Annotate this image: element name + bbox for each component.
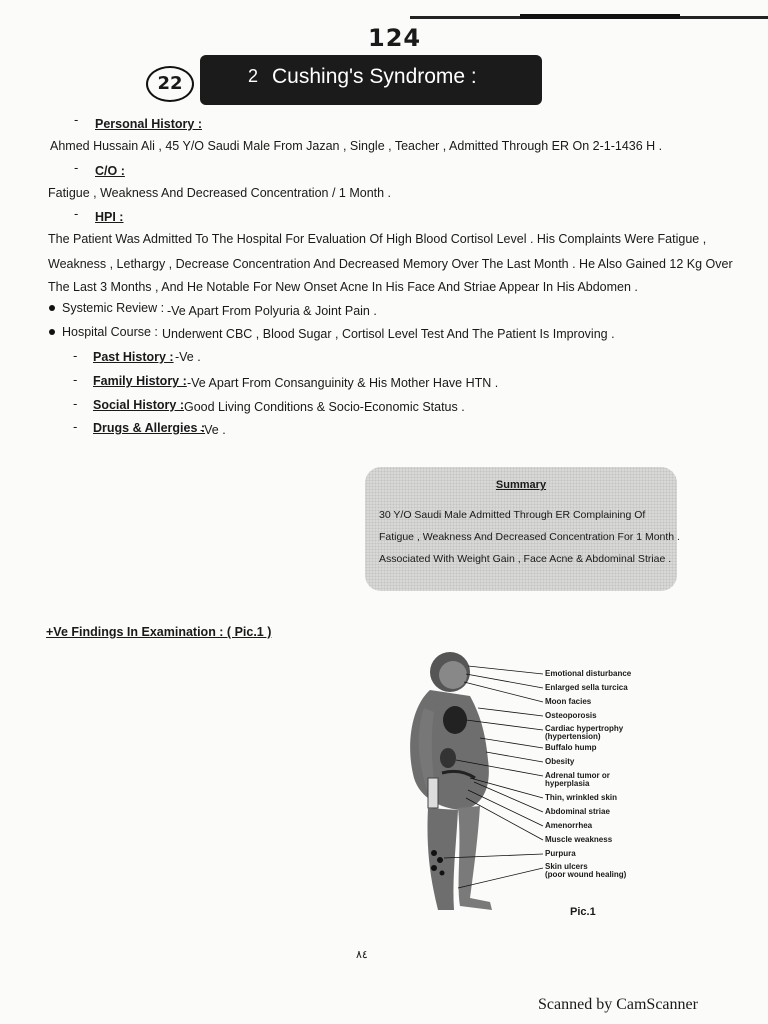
figure-label: Abdominal striae: [545, 807, 610, 816]
hpi-label: HPI :: [95, 210, 124, 224]
dash-marker: -: [73, 372, 78, 387]
figure-caption: Pic.1: [570, 906, 596, 918]
family-history-text: -Ve Apart From Consanguinity & His Mother Have HTN .: [187, 376, 499, 390]
summary-box: [365, 467, 680, 591]
hospital-course-label: Hospital Course :: [62, 325, 158, 339]
complaint-text: Fatigue , Weakness And Decreased Concentration / 1 Month .: [48, 186, 392, 200]
past-history-text: -Ve .: [175, 350, 201, 364]
figure-label: Skin ulcers: [545, 862, 588, 871]
figure-label: Osteoporosis: [545, 711, 597, 720]
figure-label: Purpura: [545, 849, 576, 858]
page-title: Cushing's Syndrome :: [272, 65, 477, 88]
figure-label: Obesity: [545, 757, 575, 766]
adrenal-shape: [440, 748, 456, 768]
scan-top-edge-mark: [520, 14, 680, 19]
family-history-label: Family History :: [93, 374, 187, 388]
systemic-review-label: Systemic Review :: [62, 301, 165, 315]
dash-marker: -: [74, 206, 79, 221]
case-number-badge: 22: [146, 66, 194, 102]
figure-label: Enlarged sella turcica: [545, 683, 628, 692]
summary-line: Associated With Weight Gain , Face Acne & Abdominal Striae .: [379, 553, 672, 565]
hpi-line: The Last 3 Months , And He Notable For New Onset Acne In His Face And Striae Appear In His Abdomen .: [48, 280, 638, 294]
dash-marker: -: [73, 396, 78, 411]
purpura-dot: [431, 850, 437, 856]
page-number: 124: [368, 24, 422, 52]
summary-title: Summary: [495, 479, 547, 491]
footer-page-marker: ٨٤: [356, 949, 368, 961]
complaint-label: C/O :: [95, 164, 125, 178]
scanner-watermark: Scanned by CamScanner: [538, 996, 698, 1013]
drugs-allergies-text: -Ve .: [200, 423, 226, 437]
dash-marker: -: [73, 419, 78, 434]
figure-label: Moon facies: [545, 697, 592, 706]
title-banner: [200, 55, 542, 105]
personal-history-label: Personal History :: [95, 117, 202, 131]
personal-history-text: Ahmed Hussain Ali , 45 Y/O Saudi Male From Jazan , Single , Teacher , Admitted Through ER On 2-1-1436 H .: [50, 139, 663, 153]
dash-marker: -: [74, 112, 79, 127]
bone-shape: [428, 778, 438, 808]
drugs-allergies-label: Drugs & Allergies :: [93, 421, 206, 435]
figure-label: Emotional disturbance: [545, 669, 632, 678]
purpura-dot: [437, 857, 443, 863]
summary-line: Fatigue , Weakness And Decreased Concentration For 1 Month .: [379, 531, 680, 543]
bullet-marker: [49, 305, 55, 311]
heart-shape: [443, 706, 467, 734]
title-prefix: 2: [248, 66, 259, 86]
purpura-dot: [431, 865, 437, 871]
figure-label: Muscle weakness: [545, 835, 613, 844]
hospital-course-text: Underwent CBC , Blood Sugar , Cortisol Level Test And The Patient Is Improving .: [162, 327, 615, 341]
figure-label: (hypertension): [545, 732, 601, 741]
moon-face-shape: [439, 661, 467, 689]
findings-heading: +Ve Findings In Examination : ( Pic.1 ): [46, 625, 272, 639]
cushings-features-figure: [400, 648, 650, 920]
social-history-text: Good Living Conditions & Socio-Economic Status .: [184, 400, 465, 414]
past-history-label: Past History :: [93, 350, 174, 364]
right-leg-shape: [458, 806, 492, 910]
hpi-line: Weakness , Lethargy , Decrease Concentration And Decreased Memory Over The Last Month . He Also Gained 12 Kg Over: [48, 257, 733, 271]
social-history-label: Social History :: [93, 398, 184, 412]
figure-label: (poor wound healing): [545, 870, 627, 879]
dash-marker: -: [74, 160, 79, 175]
figure-label: Buffalo hump: [545, 743, 597, 752]
figure-label: Adrenal tumor or: [545, 771, 610, 780]
hpi-line: The Patient Was Admitted To The Hospital For Evaluation Of High Blood Cortisol Level . His Complaints Were Fatigue ,: [48, 232, 707, 246]
bullet-marker: [49, 329, 55, 335]
figure-label: Cardiac hypertrophy: [545, 724, 624, 733]
figure-label: hyperplasia: [545, 779, 590, 788]
figure-label: Amenorrhea: [545, 821, 593, 830]
systemic-review-text: -Ve Apart From Polyuria & Joint Pain .: [167, 304, 377, 318]
figure-label: Thin, wrinkled skin: [545, 793, 618, 802]
purpura-dot: [440, 871, 445, 876]
summary-line: 30 Y/O Saudi Male Admitted Through ER Complaining Of: [379, 509, 646, 521]
dash-marker: -: [73, 348, 78, 363]
